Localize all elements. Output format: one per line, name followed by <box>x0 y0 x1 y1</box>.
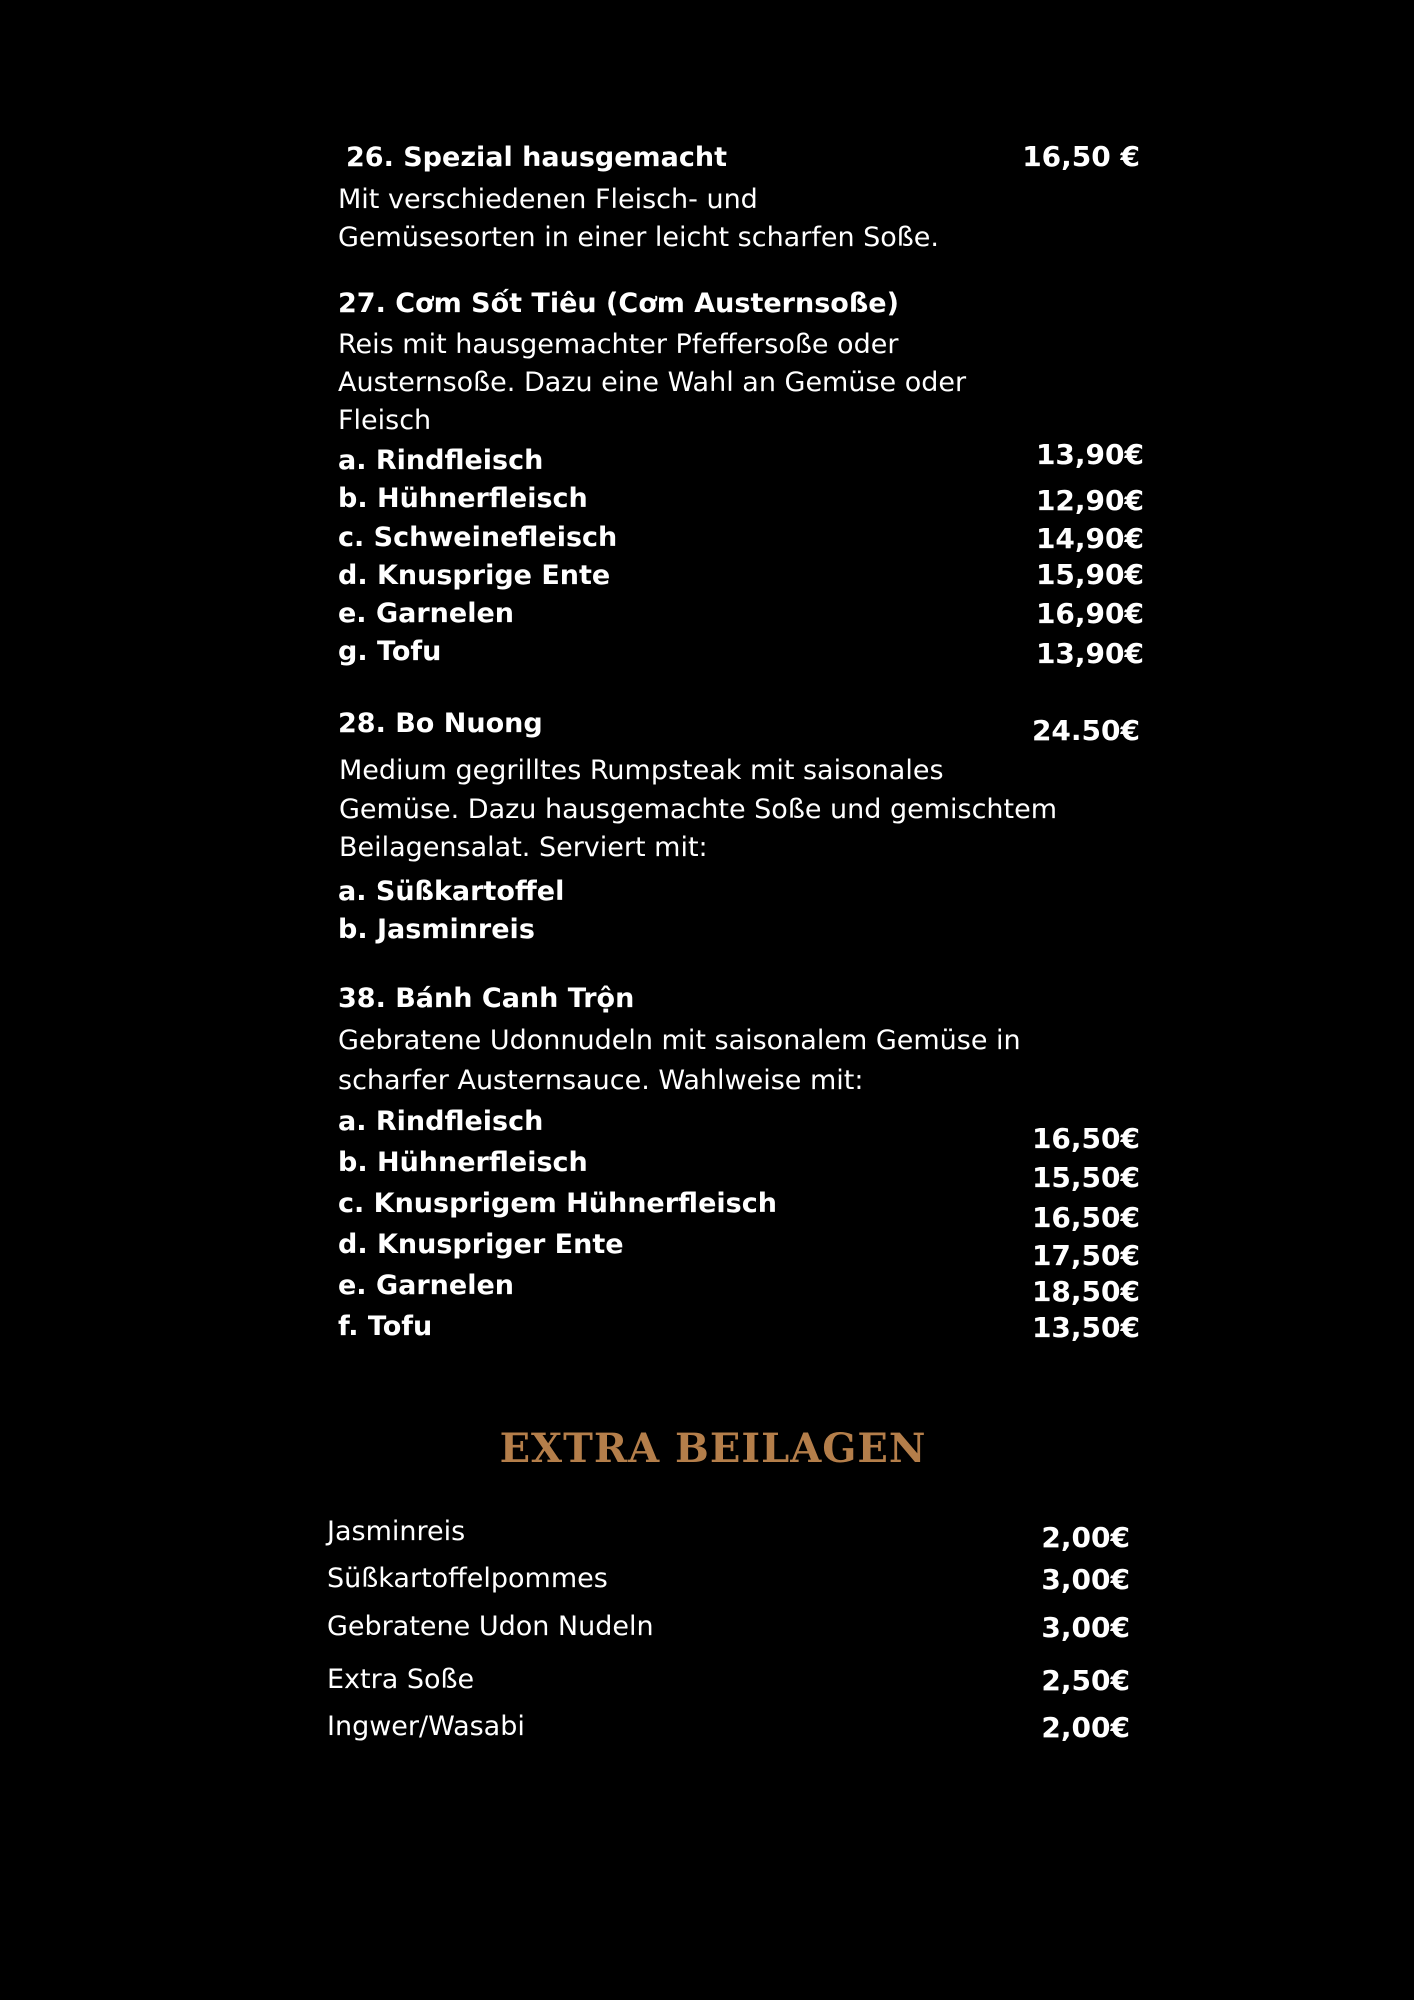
item-27-option-e: e. Garnelen <box>338 598 514 629</box>
extra-item-1: Jasminreis <box>327 1516 466 1547</box>
item-27-option-b: b. Hühnerfleisch <box>338 483 588 514</box>
item-28-desc-line-1: Medium gegrilltes Rumpsteak mit saisonales <box>339 755 944 786</box>
item-38-option-c: c. Knusprigem Hühnerfleisch <box>338 1188 777 1219</box>
item-26-price: 16,50 € <box>1022 140 1140 173</box>
extra-item-2-price: 3,00€ <box>1041 1563 1130 1596</box>
item-28-desc-line-2: Gemüse. Dazu hausgemachte Soße und gemischtem <box>339 794 1058 825</box>
item-38-option-d: d. Knuspriger Ente <box>338 1229 624 1260</box>
item-27-option-c-price: 14,90€ <box>1035 522 1144 555</box>
item-26-desc-line-1: Mit verschiedenen Fleisch- und <box>338 184 758 215</box>
item-28-title: 28. Bo Nuong <box>338 708 543 739</box>
item-38-option-d-price: 17,50€ <box>1031 1239 1140 1272</box>
extra-item-1-price: 2,00€ <box>1041 1521 1130 1554</box>
item-38-desc-line-2: scharfer Austernsauce. Wahlweise mit: <box>338 1065 864 1096</box>
item-38-option-a: a. Rindfleisch <box>338 1106 544 1137</box>
item-28-option-a: a. Süßkartoffel <box>338 876 565 907</box>
item-26-title: 26. Spezial hausgemacht <box>346 142 728 173</box>
item-27-desc-line-1: Reis mit hausgemachter Pfeffersoße oder <box>338 329 899 360</box>
extra-item-5-price: 2,00€ <box>1041 1711 1130 1744</box>
item-27-desc-line-3: Fleisch <box>338 405 432 436</box>
item-27-option-e-price: 16,90€ <box>1035 597 1144 630</box>
extra-item-5: Ingwer/Wasabi <box>327 1711 525 1742</box>
extra-item-3-price: 3,00€ <box>1041 1611 1130 1644</box>
extra-item-2: Süßkartoffelpommes <box>327 1563 608 1594</box>
extra-item-4: Extra Soße <box>327 1664 475 1695</box>
item-27-option-a: a. Rindfleisch <box>338 445 544 476</box>
item-38-option-f-price: 13,50€ <box>1031 1311 1140 1344</box>
item-27-option-b-price: 12,90€ <box>1035 484 1144 517</box>
item-38-option-a-price: 16,50€ <box>1031 1122 1140 1155</box>
extra-item-3: Gebratene Udon Nudeln <box>327 1611 654 1642</box>
item-28-option-b: b. Jasminreis <box>338 914 535 945</box>
item-38-option-e: e. Garnelen <box>338 1270 514 1301</box>
item-27-option-d: d. Knusprige Ente <box>338 560 611 591</box>
item-27-title: 27. Cơm Sốt Tiêu (Cơm Austernsoße) <box>338 288 899 319</box>
item-28-desc-line-3: Beilagensalat. Serviert mit: <box>339 832 708 863</box>
item-27-option-g-price: 13,90€ <box>1035 637 1144 670</box>
item-27-option-d-price: 15,90€ <box>1035 558 1144 591</box>
item-38-option-f: f. Tofu <box>338 1311 433 1342</box>
item-38-desc-line-1: Gebratene Udonnudeln mit saisonalem Gemüse in <box>338 1025 1021 1056</box>
item-27-option-a-price: 13,90€ <box>1035 438 1144 471</box>
item-38-option-b: b. Hühnerfleisch <box>338 1147 588 1178</box>
extras-heading: EXTRA BEILAGEN <box>499 1425 927 1472</box>
item-38-option-b-price: 15,50€ <box>1031 1161 1140 1194</box>
item-26-desc-line-2: Gemüsesorten in einer leicht scharfen Soße. <box>338 222 940 253</box>
extra-item-4-price: 2,50€ <box>1041 1664 1130 1697</box>
item-27-option-g: g. Tofu <box>338 636 442 667</box>
item-38-option-e-price: 18,50€ <box>1031 1275 1140 1308</box>
item-38-title: 38. Bánh Canh Trộn <box>338 983 635 1014</box>
item-38-option-c-price: 16,50€ <box>1031 1201 1140 1234</box>
item-27-desc-line-2: Austernsoße. Dazu eine Wahl an Gemüse oder <box>338 367 967 398</box>
item-27-option-c: c. Schweinefleisch <box>338 522 618 553</box>
item-28-price: 24.50€ <box>1031 714 1140 747</box>
